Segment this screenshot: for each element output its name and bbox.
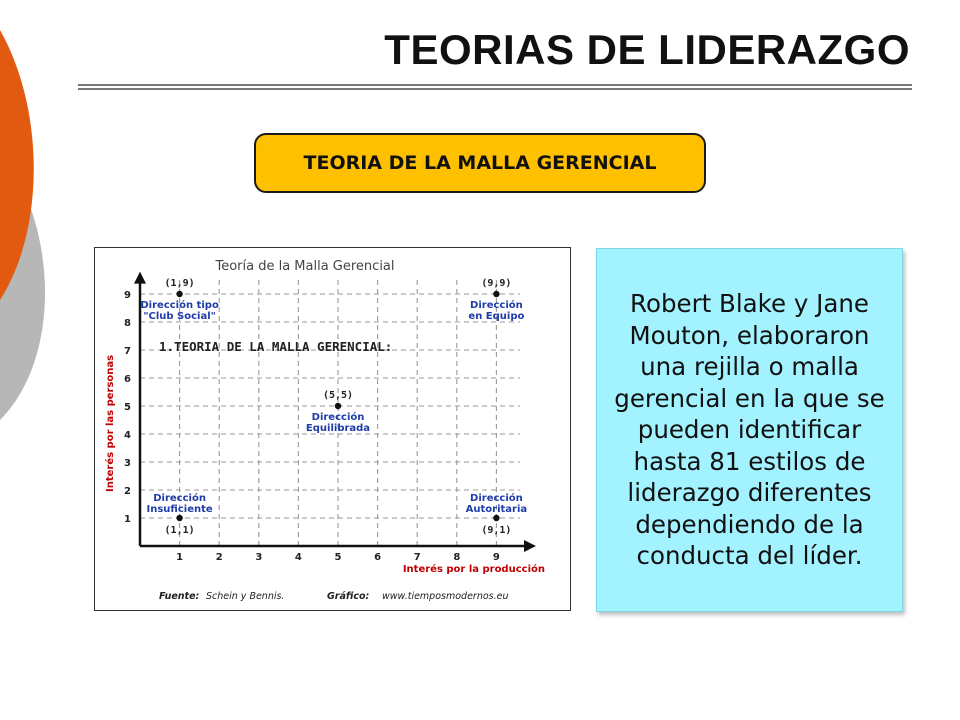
- source-value: Schein y Bennis.: [206, 591, 285, 602]
- y-axis-label: Interés por las personas: [105, 354, 116, 492]
- overlay-caption: 1.TEORIA DE LA MALLA GERENCIAL:: [159, 339, 393, 354]
- managerial-grid-diagram: [94, 247, 571, 611]
- style-label: Insuficiente: [146, 504, 213, 515]
- x-axis-arrow: [524, 540, 536, 552]
- y-tick-label: 9: [124, 290, 131, 301]
- style-label: Dirección: [153, 493, 206, 504]
- slide-decoration: [0, 0, 60, 720]
- source-label: Fuente:: [159, 591, 200, 602]
- style-label: Dirección: [470, 493, 523, 504]
- graphic-label: Gráfico:: [327, 591, 370, 602]
- x-tick-label: 4: [294, 552, 302, 563]
- style-coordinate: (1,9): [164, 278, 195, 289]
- style-label: Dirección: [311, 412, 365, 423]
- style-label: Dirección tipo: [140, 300, 219, 311]
- section-label-pill: [254, 133, 706, 193]
- x-tick-label: 9: [492, 552, 500, 563]
- style-coordinate: (9,9): [481, 278, 512, 289]
- y-tick-label: 1: [124, 514, 131, 525]
- managerial-grid-svg: [95, 248, 570, 610]
- description-text: Robert Blake y Jane Mouton, elaboraron una rejilla o malla gerencial en la que se pueden identificar hasta 81 estilos de liderazgo diferentes dependiendo de la conducta del líder.: [614, 289, 885, 571]
- y-tick-label: 6: [124, 374, 131, 385]
- y-tick-label: 3: [124, 458, 131, 469]
- x-tick-label: 6: [374, 552, 382, 563]
- style-label: en Equipo: [468, 311, 525, 322]
- y-tick-label: 2: [124, 486, 131, 497]
- slide-title: TEORIAS DE LIDERAZGO: [384, 26, 910, 73]
- y-tick-label: 8: [124, 318, 131, 329]
- description-box: [596, 248, 903, 612]
- style-point: [335, 403, 341, 409]
- x-tick-label: 3: [255, 552, 263, 563]
- style-coordinate: (5,5): [322, 390, 354, 401]
- style-label: Equilibrada: [305, 423, 371, 434]
- style-coordinate: (9,1): [481, 525, 512, 536]
- style-label: Autoritaria: [465, 504, 528, 515]
- graphic-value: www.tiemposmodernos.eu: [382, 591, 509, 602]
- y-axis-arrow: [134, 272, 146, 284]
- diagram-title: Teoría de la Malla Gerencial: [215, 259, 395, 274]
- x-axis-label: Interés por la producción: [402, 564, 545, 575]
- style-point: [493, 291, 499, 297]
- section-label: TEORIA DE LA MALLA GERENCIAL: [303, 152, 657, 174]
- x-tick-label: 7: [413, 552, 421, 563]
- x-tick-label: 8: [453, 552, 461, 563]
- style-label: "Club Social": [143, 311, 216, 322]
- y-tick-label: 4: [124, 430, 131, 441]
- style-coordinate: (1,1): [164, 525, 195, 536]
- style-point: [493, 515, 499, 521]
- style-point: [176, 515, 182, 521]
- y-tick-label: 5: [124, 402, 131, 413]
- y-tick-label: 7: [124, 346, 131, 357]
- title-divider: [78, 84, 912, 92]
- x-tick-label: 5: [334, 552, 342, 563]
- x-tick-label: 2: [215, 552, 223, 563]
- leadership-style-points: [140, 278, 527, 536]
- style-label: Dirección: [470, 300, 523, 311]
- style-point: [176, 291, 182, 297]
- x-tick-label: 1: [176, 552, 184, 563]
